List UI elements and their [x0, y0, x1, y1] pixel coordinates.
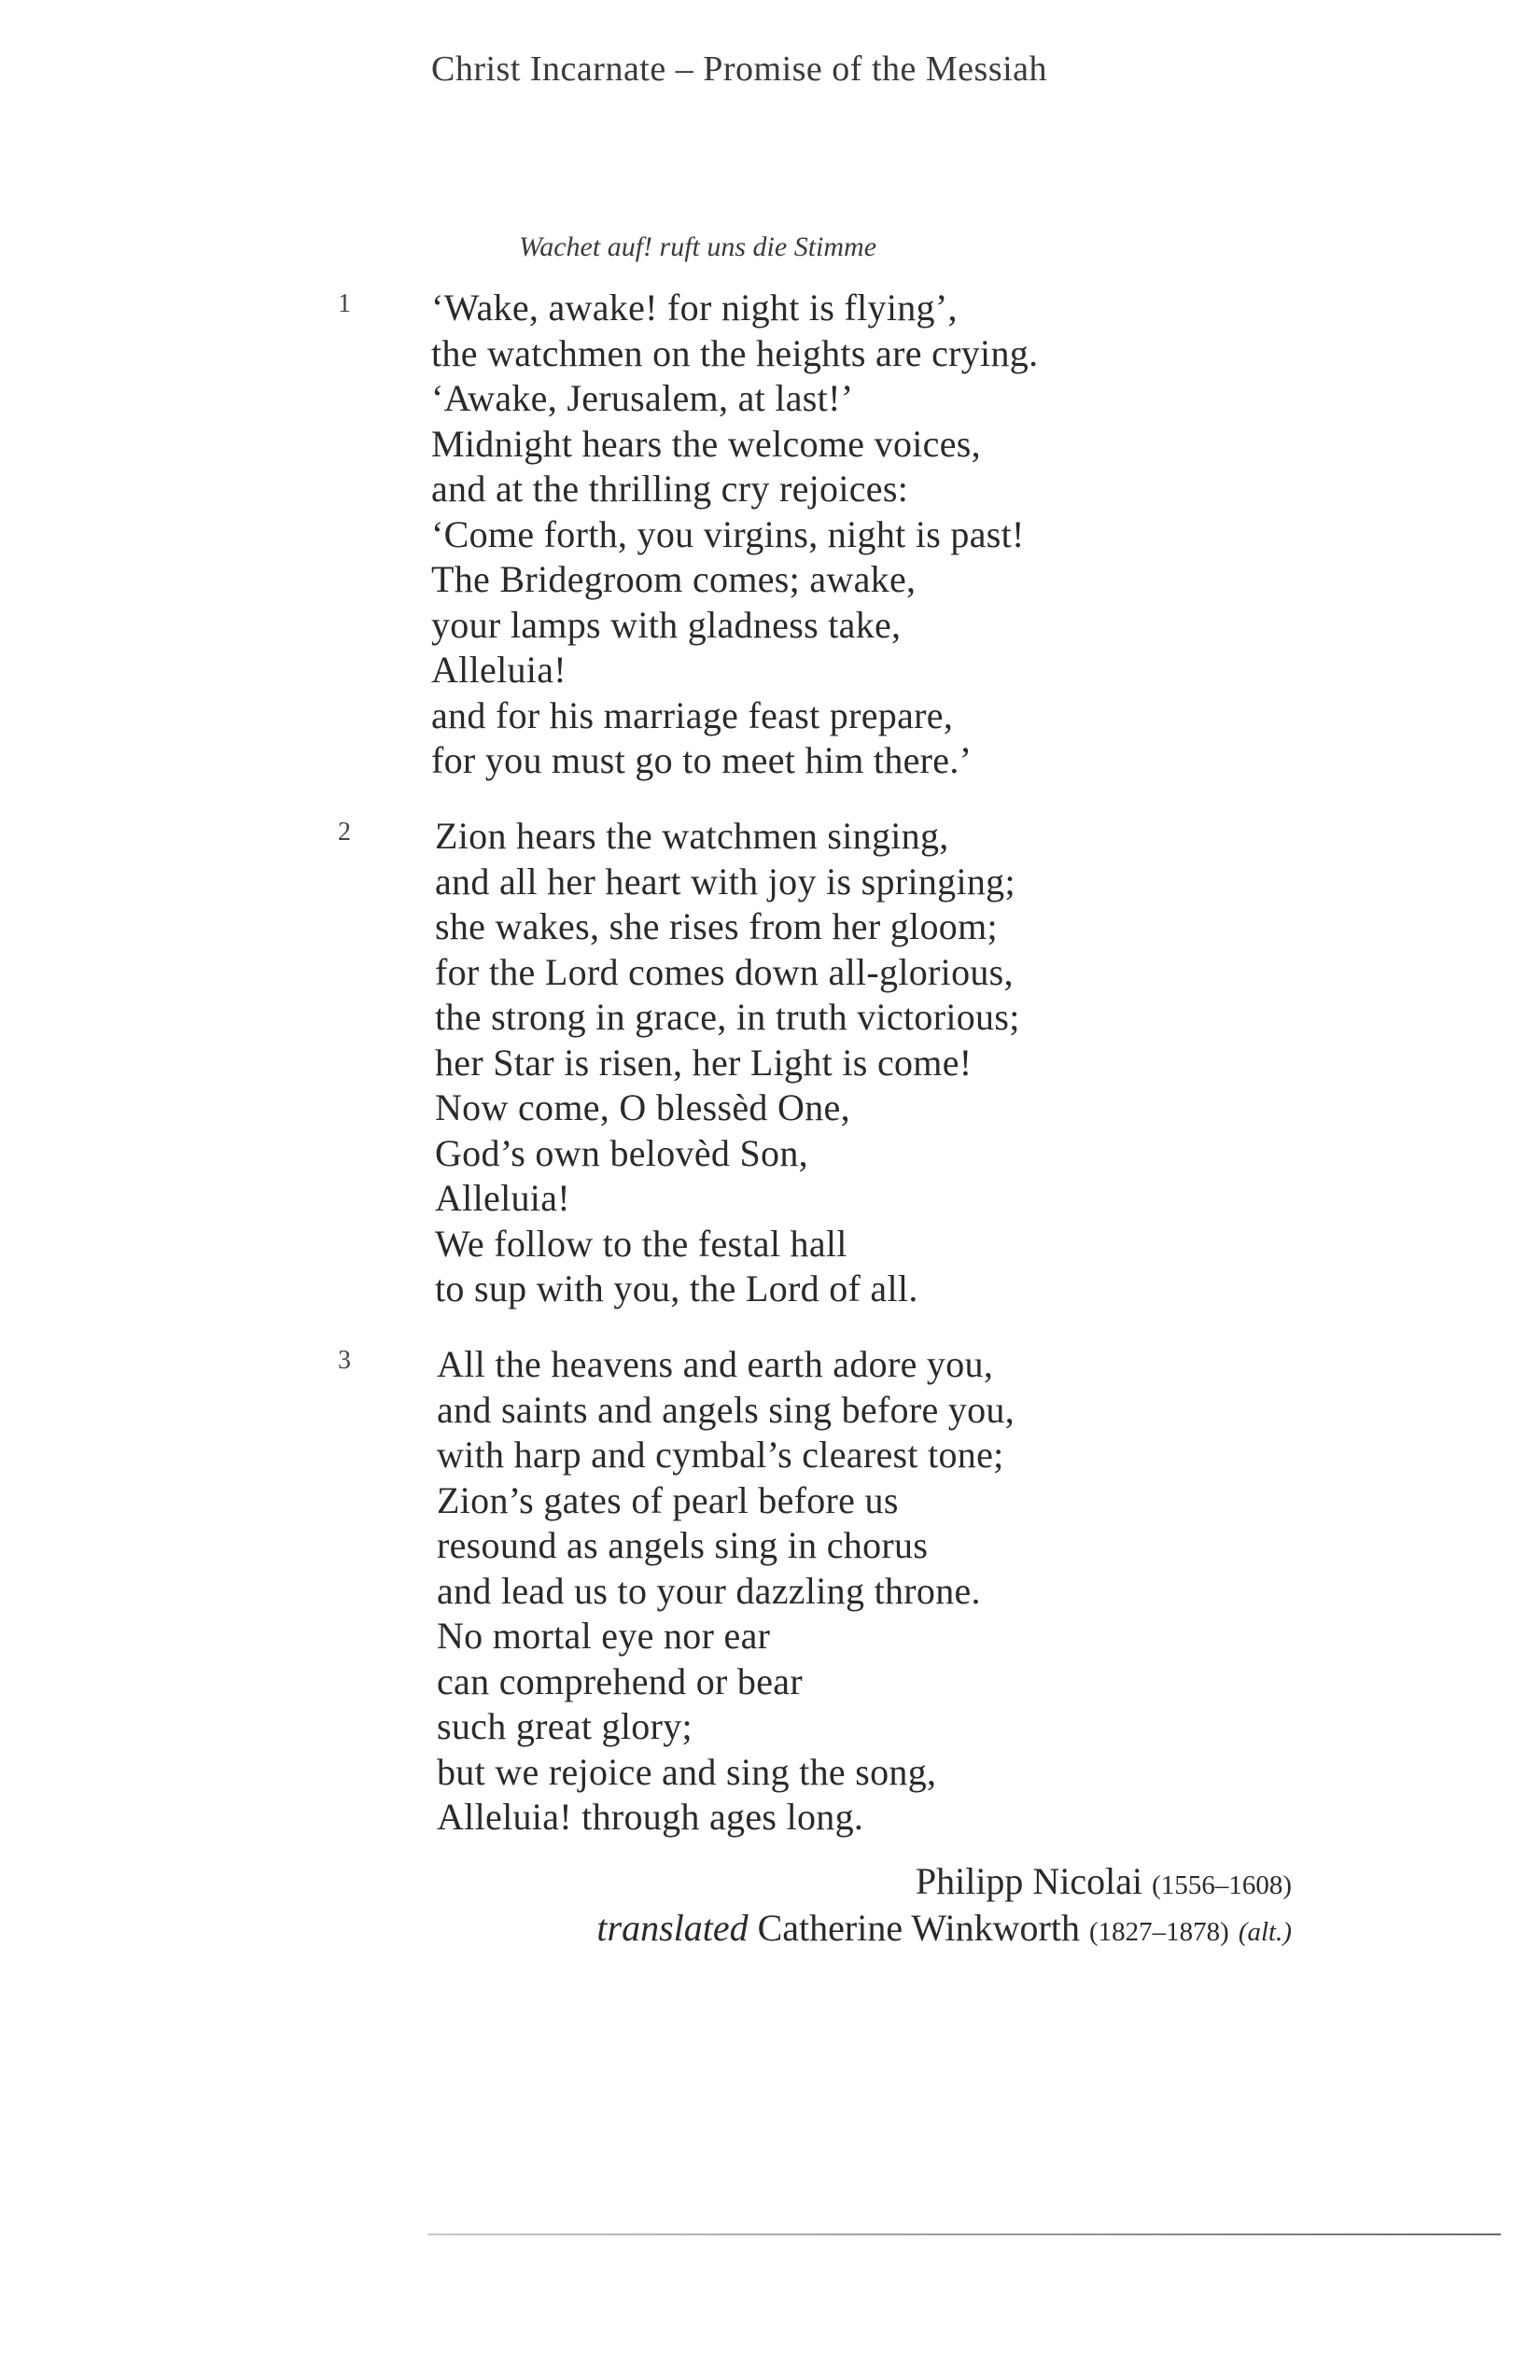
verse-line: to sup with you, the Lord of all. [435, 1267, 918, 1309]
verse-lines [437, 1342, 1015, 1841]
verse-line: and for his marriage feast prepare, [431, 693, 954, 736]
verse-line: ‘Come forth, you virgins, night is past! [431, 512, 1025, 555]
verse-line: and saints and angels sing before you, [437, 1388, 1015, 1431]
verse-line: for you must go to meet him there.’ [431, 739, 973, 781]
verse-number: 3 [338, 1346, 351, 1375]
verse-line: and all her heart with joy is springing; [435, 860, 1015, 903]
verse-line: her Star is risen, her Light is come! [435, 1041, 973, 1084]
verse-line: God’s own belovèd Son, [435, 1131, 808, 1174]
verse-line: Alleluia! [435, 1177, 570, 1219]
verse-line: and at the thrilling cry rejoices: [431, 468, 909, 510]
verse-line: the watchmen on the heights are crying. [431, 331, 1039, 374]
verse-line: can comprehend or bear [437, 1659, 803, 1702]
translator-dates: (1827–1878) [1088, 1917, 1229, 1947]
author-dates: (1556–1608) [1152, 1870, 1292, 1900]
verse-line: Alleluia! [431, 649, 567, 691]
verse-line: We follow to the festal hall [435, 1222, 847, 1265]
verse-line: such great glory; [437, 1705, 693, 1747]
hymn-tune-title: Wachet auf! ruft uns die Stimme [519, 231, 877, 262]
verse-line: but we rejoice and sing the song, [437, 1750, 937, 1793]
author-name: Philipp Nicolai [915, 1860, 1143, 1902]
translator-attribution [596, 1906, 1292, 1950]
verse-line: and lead us to your dazzling throne. [437, 1569, 981, 1612]
verse-line: Midnight hears the welcome voices, [431, 422, 981, 465]
verse-number: 1 [338, 289, 351, 318]
verse-number: 2 [338, 818, 351, 847]
verse-line: for the Lord comes down all-glorious, [435, 950, 1014, 993]
footer-rule [427, 2233, 1501, 2235]
verse-line: your lamps with gladness take, [431, 603, 902, 646]
verse-lines [431, 286, 1038, 784]
verse-line: ‘Wake, awake! for night is flying’, [431, 287, 958, 329]
running-head: Christ Incarnate – Promise of the Messiah [431, 49, 1048, 89]
author-attribution [916, 1859, 1292, 1903]
verse-line: she wakes, she rises from her gloom; [435, 905, 998, 947]
verse-line: The Bridegroom comes; awake, [431, 558, 917, 600]
verse-line: Zion hears the watchmen singing, [435, 815, 949, 857]
verse-line: No mortal eye nor ear [437, 1615, 771, 1657]
verse-line: with harp and cymbal’s clearest tone; [437, 1434, 1004, 1476]
verse-lines [435, 814, 1020, 1312]
alt-note: (alt.) [1238, 1917, 1292, 1947]
verse-line: Alleluia! through ages long. [437, 1796, 864, 1838]
translated-label: translated [596, 1907, 749, 1949]
verse-line: All the heavens and earth adore you, [437, 1343, 994, 1385]
verse-line: the strong in grace, in truth victorious; [435, 996, 1020, 1038]
verse-line: ‘Awake, Jerusalem, at last!’ [431, 377, 854, 419]
translator-name: Catherine Winkworth [757, 1907, 1080, 1949]
verse-line: resound as angels sing in chorus [437, 1524, 929, 1566]
verse-line: Now come, O blessèd One, [435, 1086, 850, 1128]
verse-line: Zion’s gates of pearl before us [437, 1478, 899, 1521]
